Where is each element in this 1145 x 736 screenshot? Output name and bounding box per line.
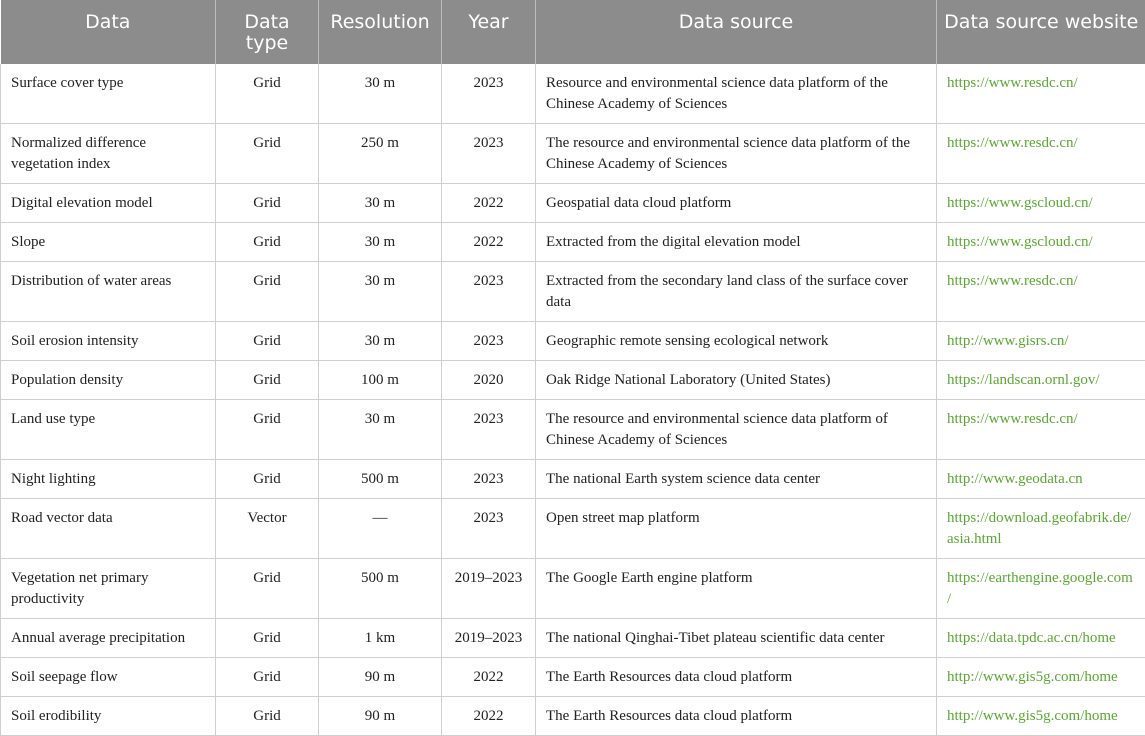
cell-resolution: — [319, 499, 442, 559]
cell-resolution: 30 m [319, 400, 442, 460]
cell-data: Surface cover type [1, 64, 216, 124]
cell-year: 2019–2023 [442, 559, 536, 619]
cell-year: 2022 [442, 223, 536, 262]
cell-resolution: 100 m [319, 361, 442, 400]
cell-resolution: 30 m [319, 262, 442, 322]
table-row [1, 361, 1145, 400]
cell-resolution: 90 m [319, 697, 442, 736]
cell-year: 2023 [442, 460, 536, 499]
header-data-type: Data type [216, 0, 319, 64]
cell-year: 2023 [442, 124, 536, 184]
cell-year: 2023 [442, 400, 536, 460]
cell-source: The resource and environmental science data platform of the Chinese Academy of Sciences [536, 124, 937, 184]
cell-source: The resource and environmental science data platform of Chinese Academy of Sciences [536, 400, 937, 460]
header-data: Data [1, 0, 216, 64]
cell-source: The Earth Resources data cloud platform [536, 697, 937, 736]
cell-data: Slope [1, 223, 216, 262]
cell-source: The Earth Resources data cloud platform [536, 658, 937, 697]
table-row [1, 124, 1145, 184]
cell-type: Grid [216, 619, 319, 658]
cell-resolution: 250 m [319, 124, 442, 184]
cell-website-link[interactable]: https://www.resdc.cn/ [937, 262, 1145, 322]
cell-type: Vector [216, 499, 319, 559]
cell-year: 2023 [442, 262, 536, 322]
cell-year: 2020 [442, 361, 536, 400]
table-row [1, 697, 1145, 736]
cell-data: Annual average precipitation [1, 619, 216, 658]
cell-website-link[interactable]: https://download.geofabrik.de/asia.html [937, 499, 1145, 559]
cell-data: Population density [1, 361, 216, 400]
header-year: Year [442, 0, 536, 64]
cell-data: Distribution of water areas [1, 262, 216, 322]
cell-resolution: 30 m [319, 322, 442, 361]
cell-type: Grid [216, 460, 319, 499]
cell-source: Geospatial data cloud platform [536, 184, 937, 223]
cell-source: Extracted from the digital elevation model [536, 223, 937, 262]
table-row [1, 559, 1145, 619]
cell-data: Night lighting [1, 460, 216, 499]
cell-type: Grid [216, 223, 319, 262]
table-row [1, 400, 1145, 460]
cell-website-link[interactable]: http://www.gis5g.com/home [937, 658, 1145, 697]
cell-type: Grid [216, 64, 319, 124]
cell-website-link[interactable]: https://earthengine.google.com/ [937, 559, 1145, 619]
cell-resolution: 500 m [319, 460, 442, 499]
table-row [1, 322, 1145, 361]
cell-year: 2019–2023 [442, 619, 536, 658]
cell-data: Road vector data [1, 499, 216, 559]
cell-source: The Google Earth engine platform [536, 559, 937, 619]
cell-type: Grid [216, 262, 319, 322]
cell-year: 2023 [442, 322, 536, 361]
cell-type: Grid [216, 697, 319, 736]
cell-website-link[interactable]: http://www.gisrs.cn/ [937, 322, 1145, 361]
cell-resolution: 30 m [319, 223, 442, 262]
cell-website-link[interactable]: https://www.gscloud.cn/ [937, 184, 1145, 223]
cell-type: Grid [216, 124, 319, 184]
cell-data: Vegetation net primary productivity [1, 559, 216, 619]
cell-website-link[interactable]: https://landscan.ornl.gov/ [937, 361, 1145, 400]
cell-website-link[interactable]: https://data.tpdc.ac.cn/home [937, 619, 1145, 658]
cell-data: Soil erodibility [1, 697, 216, 736]
cell-data: Normalized difference vegetation index [1, 124, 216, 184]
table-row [1, 460, 1145, 499]
cell-type: Grid [216, 400, 319, 460]
table-row [1, 658, 1145, 697]
cell-type: Grid [216, 184, 319, 223]
cell-website-link[interactable]: https://www.resdc.cn/ [937, 400, 1145, 460]
table-row [1, 619, 1145, 658]
header-resolution: Resolution [319, 0, 442, 64]
cell-website-link[interactable]: https://www.gscloud.cn/ [937, 223, 1145, 262]
cell-type: Grid [216, 559, 319, 619]
cell-year: 2022 [442, 658, 536, 697]
cell-data: Digital elevation model [1, 184, 216, 223]
table-row [1, 499, 1145, 559]
cell-website-link[interactable]: https://www.resdc.cn/ [937, 124, 1145, 184]
cell-source: Oak Ridge National Laboratory (United States) [536, 361, 937, 400]
cell-year: 2022 [442, 697, 536, 736]
cell-data: Land use type [1, 400, 216, 460]
cell-resolution: 30 m [319, 64, 442, 124]
cell-source: Extracted from the secondary land class of the surface cover data [536, 262, 937, 322]
table-row [1, 184, 1145, 223]
cell-data: Soil seepage flow [1, 658, 216, 697]
cell-source: The national Qinghai-Tibet plateau scientific data center [536, 619, 937, 658]
cell-resolution: 30 m [319, 184, 442, 223]
cell-type: Grid [216, 361, 319, 400]
table-row [1, 223, 1145, 262]
table-row [1, 262, 1145, 322]
header-data-source: Data source [536, 0, 937, 64]
cell-year: 2022 [442, 184, 536, 223]
cell-year: 2023 [442, 64, 536, 124]
cell-resolution: 1 km [319, 619, 442, 658]
cell-year: 2023 [442, 499, 536, 559]
cell-website-link[interactable]: https://www.resdc.cn/ [937, 64, 1145, 124]
cell-type: Grid [216, 658, 319, 697]
cell-source: Geographic remote sensing ecological network [536, 322, 937, 361]
header-data-source-website: Data source website [937, 0, 1145, 64]
cell-resolution: 500 m [319, 559, 442, 619]
table-row [1, 64, 1145, 124]
cell-website-link[interactable]: http://www.geodata.cn [937, 460, 1145, 499]
cell-data: Soil erosion intensity [1, 322, 216, 361]
cell-type: Grid [216, 322, 319, 361]
cell-source: Open street map platform [536, 499, 937, 559]
cell-source: The national Earth system science data center [536, 460, 937, 499]
cell-resolution: 90 m [319, 658, 442, 697]
table-header-row [1, 0, 1145, 64]
cell-source: Resource and environmental science data platform of the Chinese Academy of Sciences [536, 64, 937, 124]
cell-website-link[interactable]: http://www.gis5g.com/home [937, 697, 1145, 736]
